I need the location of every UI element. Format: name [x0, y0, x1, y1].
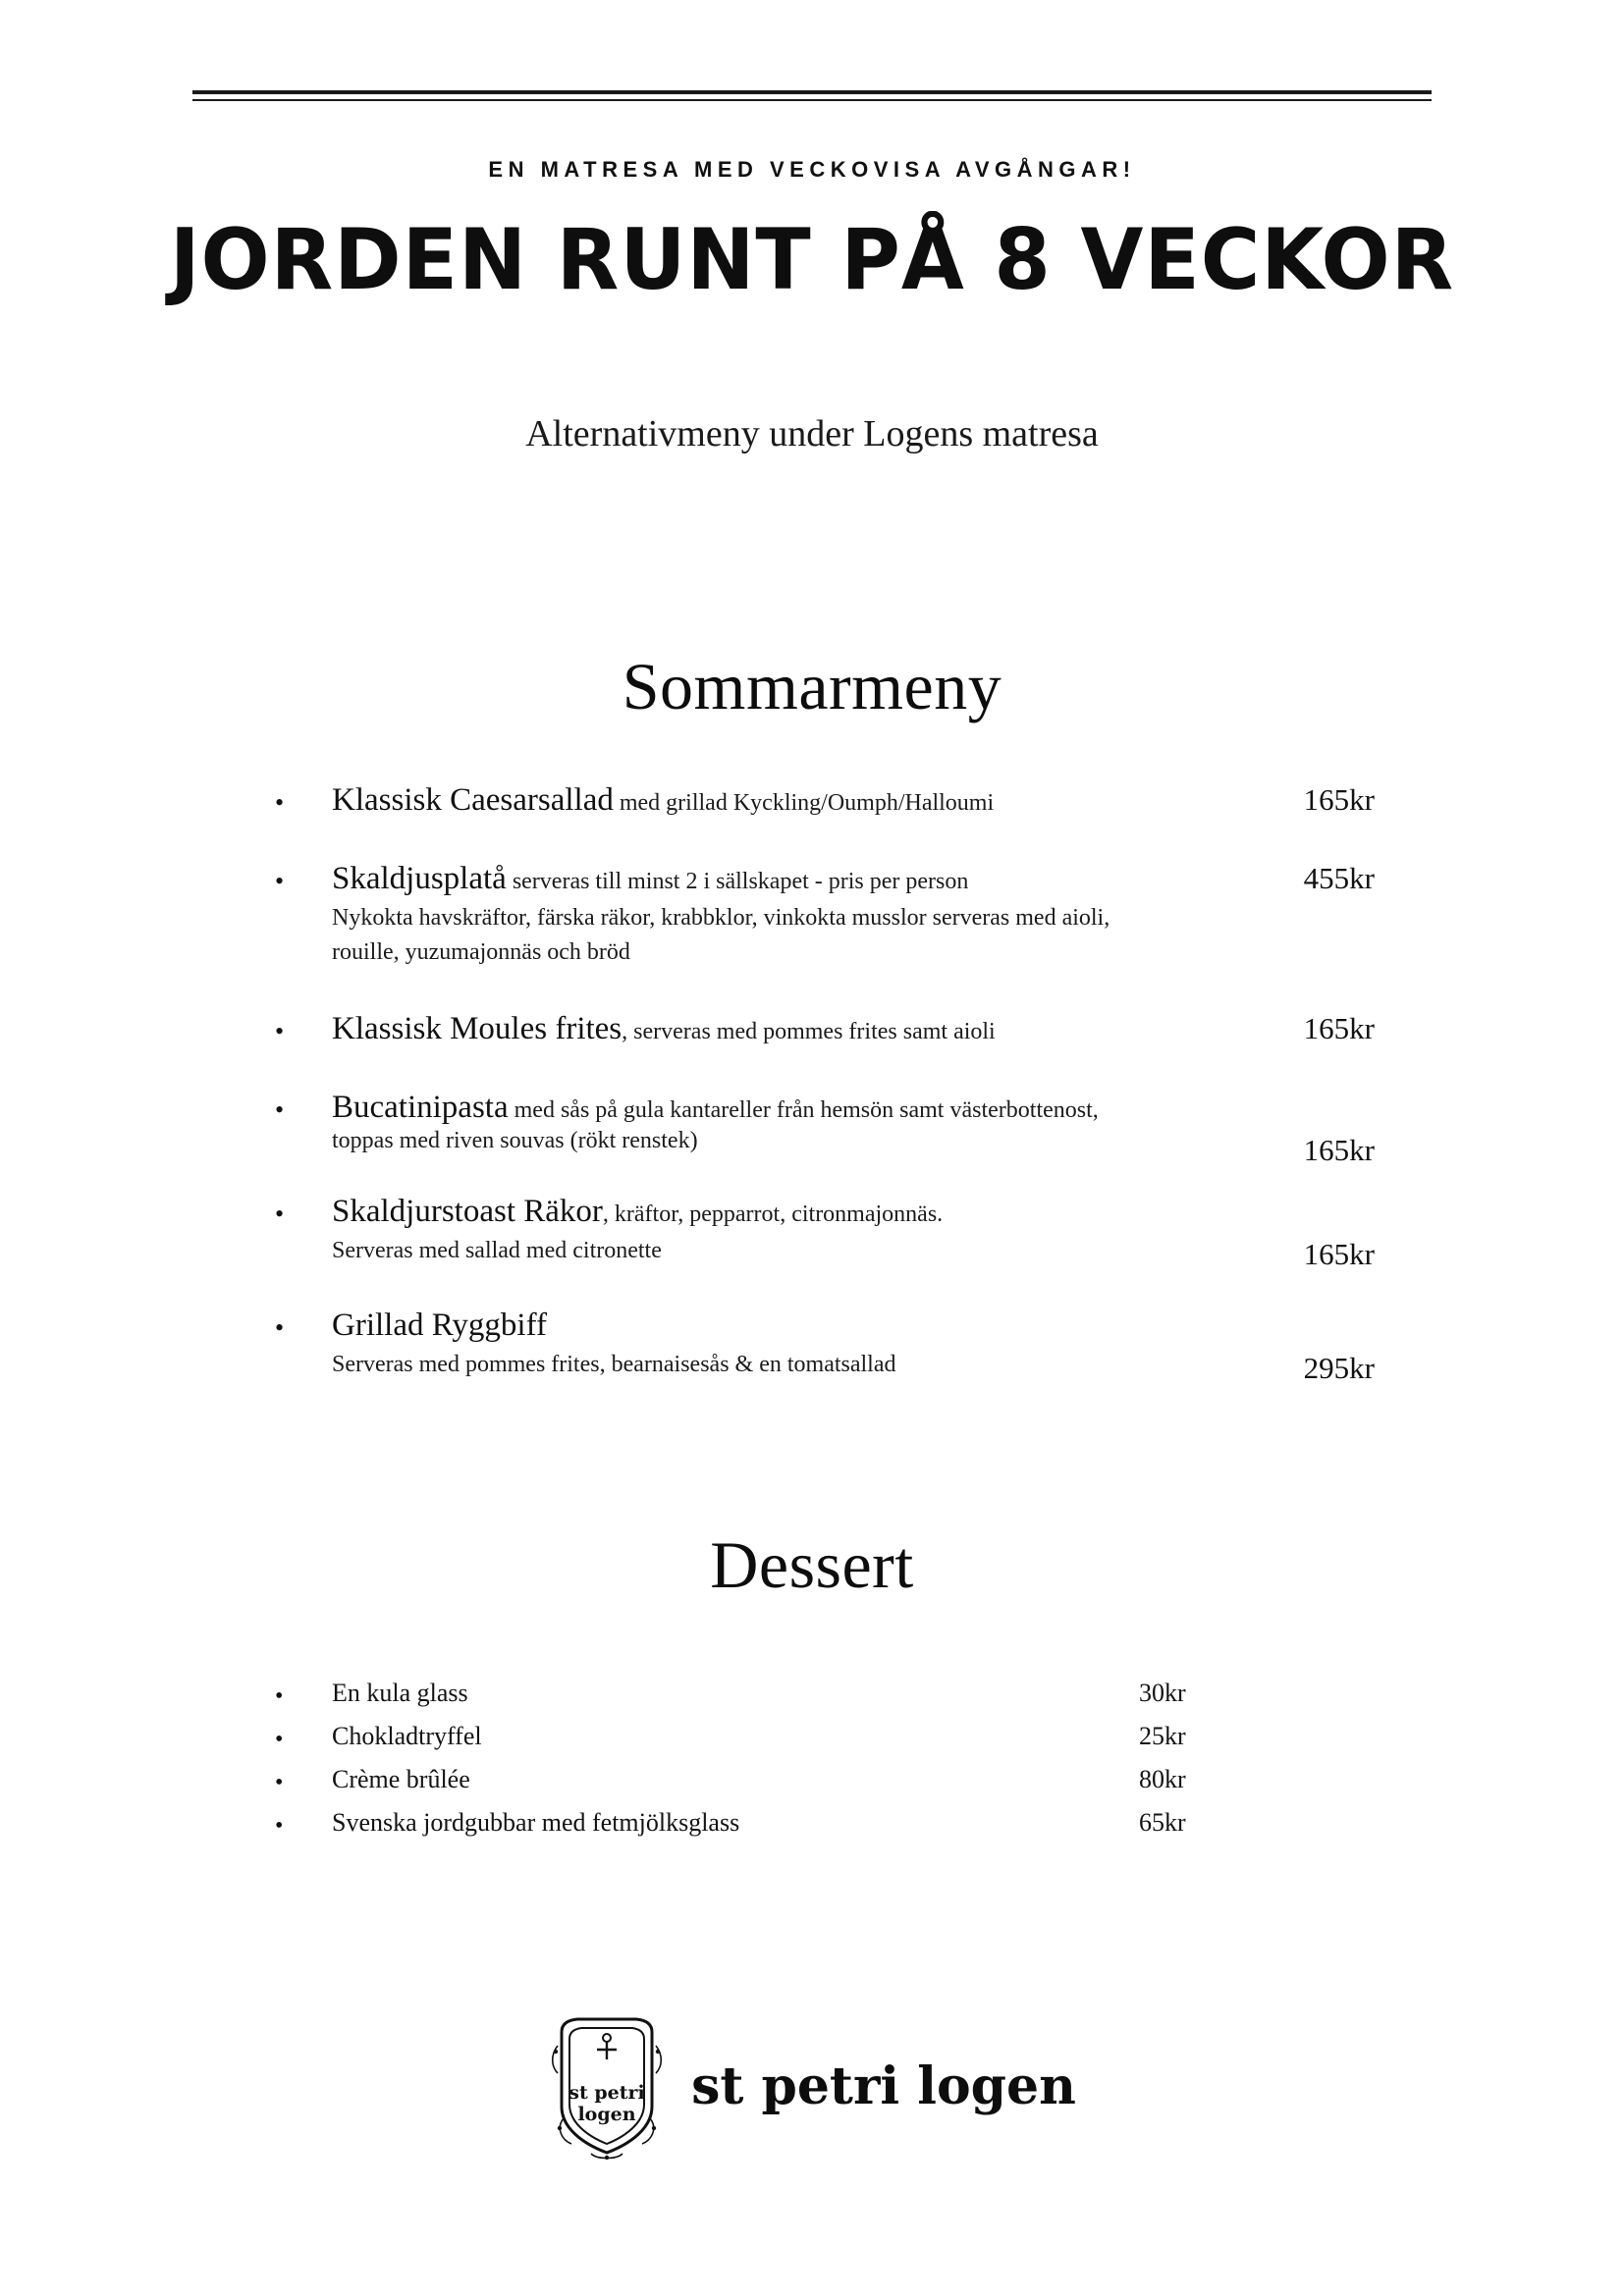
dessert-price: 80kr — [1139, 1765, 1186, 1793]
dessert-name: Crème brûlée — [332, 1765, 470, 1793]
menu-item-price: 165kr — [1303, 1010, 1375, 1045]
bullet-icon: • — [275, 867, 285, 895]
menu-item-name: Bucatinipasta — [332, 1089, 509, 1125]
footer-logo — [0, 2012, 1624, 2160]
dessert-price: 25kr — [1139, 1722, 1186, 1750]
menu-item-subdesc: Nykokta havskräftor, färska räkor, krabbklor, vinkokta musslor serveras med aioli, rouille, yuzumajonnäs och bröd — [332, 904, 1110, 965]
dessert-price: 30kr — [1139, 1679, 1186, 1707]
menu-item-body — [332, 1192, 1257, 1232]
menu-item-desc: med grillad Kyckling/Oumph/Halloumi — [613, 790, 995, 816]
bullet-icon: • — [275, 1683, 284, 1709]
menu-item-name: Skaldjusplatå — [332, 861, 507, 896]
menu-item-price: 165kr — [1303, 1236, 1375, 1271]
menu-item-body — [332, 1088, 1257, 1154]
dessert-price: 65kr — [1139, 1808, 1186, 1837]
menu-item-price: 165kr — [1303, 782, 1375, 817]
dessert-name: Svenska jordgubbar med fetmjölksglass — [332, 1808, 740, 1837]
menu-item — [275, 1306, 1375, 1385]
menu-item — [275, 1192, 1375, 1271]
bullet-icon: • — [275, 1813, 284, 1839]
bullet-icon: • — [275, 1095, 285, 1124]
bullet-icon: • — [275, 788, 285, 817]
menu-item-name: Klassisk Caesarsallad — [332, 782, 614, 818]
menu-item-subdesc: Serveras med pommes frites, bearnaisesås & en tomatsallad — [332, 1351, 896, 1377]
page-title: JORDEN RUNT PÅ 8 VECKOR — [169, 211, 1455, 309]
menu-item-price: 295kr — [1303, 1350, 1375, 1385]
bullet-icon: • — [275, 1727, 284, 1752]
menu-item-body — [332, 1306, 1257, 1346]
divider-thin-line — [192, 99, 1432, 101]
menu-item-name: Skaldjurstoast Räkor — [332, 1193, 603, 1229]
dessert-row — [275, 1765, 1257, 1808]
bullet-icon: • — [275, 1199, 285, 1228]
dessert-name: En kula glass — [332, 1679, 468, 1707]
bullet-icon: • — [275, 1770, 284, 1795]
kicker-text: EN MATRESA MED VECKOVISA AVGÅNGAR! — [488, 157, 1136, 182]
menu-item-name: Grillad Ryggbiff — [332, 1307, 547, 1343]
menu-item-name: Klassisk Moules frites — [332, 1010, 623, 1046]
menu-item-price: 455kr — [1303, 861, 1375, 895]
menu-item-subdesc: Serveras med sallad med citronette — [332, 1237, 662, 1263]
bullet-icon: • — [275, 1312, 285, 1342]
top-divider — [192, 90, 1432, 101]
menu-item-body — [332, 859, 1257, 899]
svg-text:logen: logen — [577, 2104, 636, 2125]
menu-item — [275, 859, 1375, 970]
menu-item-body — [332, 780, 1257, 821]
bullet-icon: • — [275, 1016, 285, 1045]
section-title-sommarmeny: Sommarmeny — [622, 649, 1002, 723]
menu-item-price: 165kr — [1303, 1132, 1375, 1167]
menu-items-list — [275, 780, 1375, 1415]
menu-item — [275, 1088, 1375, 1167]
dessert-row — [275, 1722, 1257, 1765]
menu-item-desc: , kräftor, pepparrot, citronmajonnäs. — [602, 1201, 944, 1227]
menu-item-body — [332, 1009, 1257, 1049]
page-subtitle: Alternativmeny under Logens matresa — [525, 413, 1099, 454]
menu-item-desc: , serveras med pommes frites samt aioli — [622, 1018, 996, 1044]
section-title-dessert: Dessert — [710, 1527, 914, 1602]
menu-item — [275, 1009, 1375, 1054]
dessert-row — [275, 1808, 1257, 1851]
dessert-name: Chokladtryffel — [332, 1722, 482, 1750]
brand-wordmark: st petri logen — [691, 2056, 1076, 2116]
dessert-row — [275, 1679, 1257, 1722]
menu-item-desc: med sås på gula kantareller från hemsön samt västerbottenost, toppas med riven souvas (rökt renstek) — [332, 1096, 1099, 1153]
menu-item — [275, 780, 1375, 826]
dessert-items-list — [275, 1679, 1257, 1851]
menu-item-desc: serveras till minst 2 i sällskapet - pris per person — [506, 869, 969, 894]
crest-icon — [548, 2012, 666, 2160]
svg-text:st petri: st petri — [568, 2082, 645, 2104]
